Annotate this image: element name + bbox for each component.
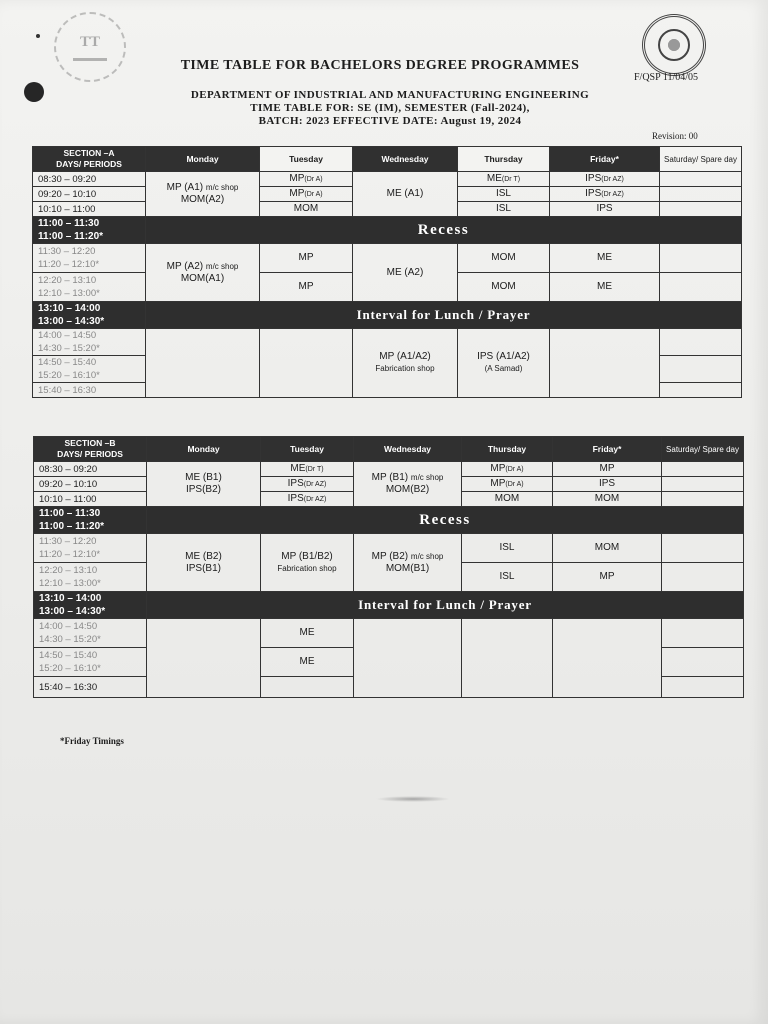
recess-label: Recess <box>147 507 744 534</box>
period-time: 10:10 – 11:00 <box>34 492 147 507</box>
saturday-header: Saturday/ Spare day <box>660 147 742 172</box>
table-row <box>33 329 742 356</box>
class-cell: ISL <box>458 187 550 202</box>
friday-header: Friday* <box>550 147 660 172</box>
days-periods-header: SECTION –A DAYS/ PERIODS <box>33 147 146 172</box>
header-row <box>34 437 744 462</box>
pin-mark <box>36 34 40 38</box>
table-row <box>34 534 744 563</box>
empty-cell <box>660 356 742 383</box>
form-number: F/QSP 11/04/05 <box>634 72 698 83</box>
thursday-header: Thursday <box>462 437 553 462</box>
recess-row <box>33 217 742 244</box>
period-time: 11:30 – 12:20 11:20 – 12:10* <box>33 244 146 273</box>
class-cell: ISL <box>462 534 553 563</box>
empty-cell <box>146 329 260 398</box>
empty-cell <box>660 273 742 302</box>
table-row <box>34 462 744 477</box>
period-time: 08:30 – 09:20 <box>33 172 146 187</box>
lunch-row <box>34 592 744 619</box>
class-cell: MP (A2) m/c shop MOM(A1) <box>146 244 260 302</box>
class-cell: IPS (A1/A2) (A Samad) <box>458 329 550 398</box>
period-time: 12:20 – 13:10 12:10 – 13:00* <box>33 273 146 302</box>
class-cell: ME <box>261 619 354 648</box>
empty-cell <box>660 383 742 398</box>
empty-cell <box>662 619 744 648</box>
recess-time: 11:00 – 11:30 11:00 – 11:20* <box>33 217 146 244</box>
friday-header: Friday* <box>553 437 662 462</box>
class-cell: MP(Dr A) <box>462 462 553 477</box>
monday-header: Monday <box>146 147 260 172</box>
table-row <box>34 619 744 648</box>
period-time: 15:40 – 16:30 <box>33 383 146 398</box>
class-cell: MP(Dr A) <box>462 477 553 492</box>
empty-cell <box>260 329 353 398</box>
class-cell: MP <box>260 244 353 273</box>
class-cell: MP (B1) m/c shop MOM(B2) <box>354 462 462 507</box>
lunch-time: 13:10 – 14:00 13:00 – 14:30* <box>33 302 146 329</box>
wednesday-header: Wednesday <box>353 147 458 172</box>
empty-cell <box>553 619 662 698</box>
class-cell: IPS(Dr AZ) <box>261 477 354 492</box>
document-title: TIME TABLE FOR BACHELORS DEGREE PROGRAMMES <box>180 58 580 73</box>
lunch-time: 13:10 – 14:00 13:00 – 14:30* <box>34 592 147 619</box>
class-cell: MOM <box>458 273 550 302</box>
days-periods-header: SECTION –B DAYS/ PERIODS <box>34 437 147 462</box>
class-cell: MP(Dr A) <box>260 172 353 187</box>
class-cell: IPS(Dr AZ) <box>550 172 660 187</box>
lunch-row <box>33 302 742 329</box>
empty-cell <box>354 619 462 698</box>
tuesday-header: Tuesday <box>260 147 353 172</box>
empty-cell <box>261 677 354 698</box>
class-cell: MOM <box>458 244 550 273</box>
revision-label: Revision: 00 <box>652 131 698 141</box>
table-row <box>33 244 742 273</box>
period-time: 08:30 – 09:20 <box>34 462 147 477</box>
class-cell: MP (A1) m/c shop MOM(A2) <box>146 172 260 217</box>
class-cell: IPS <box>553 477 662 492</box>
period-time: 09:20 – 10:10 <box>33 187 146 202</box>
class-cell: ME(Dr T) <box>261 462 354 477</box>
empty-cell <box>660 244 742 273</box>
class-cell: MP (B2) m/c shop MOM(B1) <box>354 534 462 592</box>
section-a-timetable <box>32 146 742 398</box>
class-cell: MP(Dr A) <box>260 187 353 202</box>
class-cell: MOM <box>553 492 662 507</box>
batch-effective-date: BATCH: 2023 EFFECTIVE DATE: August 19, 2024 <box>258 115 522 127</box>
recess-label: Recess <box>146 217 742 244</box>
recess-time: 11:00 – 11:30 11:00 – 11:20* <box>34 507 147 534</box>
empty-cell <box>660 202 742 217</box>
class-cell: ME(Dr T) <box>458 172 550 187</box>
empty-cell <box>662 648 744 677</box>
empty-cell <box>662 534 744 563</box>
saturday-header: Saturday/ Spare day <box>662 437 744 462</box>
thursday-header: Thursday <box>458 147 550 172</box>
section-b-timetable <box>33 436 744 698</box>
empty-cell <box>550 329 660 398</box>
friday-footnote: *Friday Timings <box>60 736 124 746</box>
class-cell: ME (A1) <box>353 172 458 217</box>
empty-cell <box>147 619 261 698</box>
period-time: 15:40 – 16:30 <box>34 677 147 698</box>
lunch-label: Interval for Lunch / Prayer <box>146 302 742 329</box>
empty-cell <box>462 619 553 698</box>
table-row <box>33 172 742 187</box>
class-cell: MP <box>260 273 353 302</box>
university-logo-left: TT <box>54 12 126 82</box>
class-cell: ISL <box>462 563 553 592</box>
empty-cell <box>662 677 744 698</box>
empty-cell <box>660 329 742 356</box>
class-cell: MP <box>553 462 662 477</box>
class-cell: IPS <box>550 202 660 217</box>
class-cell: ME (B1) IPS(B2) <box>147 462 261 507</box>
class-cell: IPS(Dr AZ) <box>261 492 354 507</box>
period-time: 14:50 – 15:40 15:20 – 16:10* <box>33 356 146 383</box>
empty-cell <box>660 172 742 187</box>
class-cell: ME <box>261 648 354 677</box>
class-cell: MOM <box>553 534 662 563</box>
period-time: 12:20 – 13:10 12:10 – 13:00* <box>34 563 147 592</box>
class-cell: ME (B2) IPS(B1) <box>147 534 261 592</box>
class-cell: MOM <box>260 202 353 217</box>
class-cell: IPS(Dr AZ) <box>550 187 660 202</box>
class-cell: MP (B1/B2) Fabrication shop <box>261 534 354 592</box>
empty-cell <box>662 563 744 592</box>
monday-header: Monday <box>147 437 261 462</box>
class-cell: ISL <box>458 202 550 217</box>
class-cell: ME <box>550 273 660 302</box>
recess-row <box>34 507 744 534</box>
header-row <box>33 147 742 172</box>
period-time: 11:30 – 12:20 11:20 – 12:10* <box>34 534 147 563</box>
empty-cell <box>662 477 744 492</box>
period-time: 14:50 – 15:40 15:20 – 16:10* <box>34 648 147 677</box>
ink-smudge <box>376 796 450 802</box>
period-time: 14:00 – 14:50 14:30 – 15:20* <box>34 619 147 648</box>
empty-cell <box>660 187 742 202</box>
document-subtitle <box>6 89 768 128</box>
tuesday-header: Tuesday <box>261 437 354 462</box>
class-cell: MP <box>553 563 662 592</box>
class-cell: MOM <box>462 492 553 507</box>
department-name: DEPARTMENT OF INDUSTRIAL AND MANUFACTURING ENGINEERING <box>190 89 590 101</box>
period-time: 14:00 – 14:50 14:30 – 15:20* <box>33 329 146 356</box>
class-cell: ME (A2) <box>353 244 458 302</box>
wednesday-header: Wednesday <box>354 437 462 462</box>
class-cell: ME <box>550 244 660 273</box>
period-time: 10:10 – 11:00 <box>33 202 146 217</box>
period-time: 09:20 – 10:10 <box>34 477 147 492</box>
class-cell: MP (A1/A2) Fabrication shop <box>353 329 458 398</box>
empty-cell <box>662 492 744 507</box>
lunch-label: Interval for Lunch / Prayer <box>147 592 744 619</box>
empty-cell <box>662 462 744 477</box>
timetable-for: TIME TABLE FOR: SE (IM), SEMESTER (Fall-2024), <box>250 102 530 114</box>
